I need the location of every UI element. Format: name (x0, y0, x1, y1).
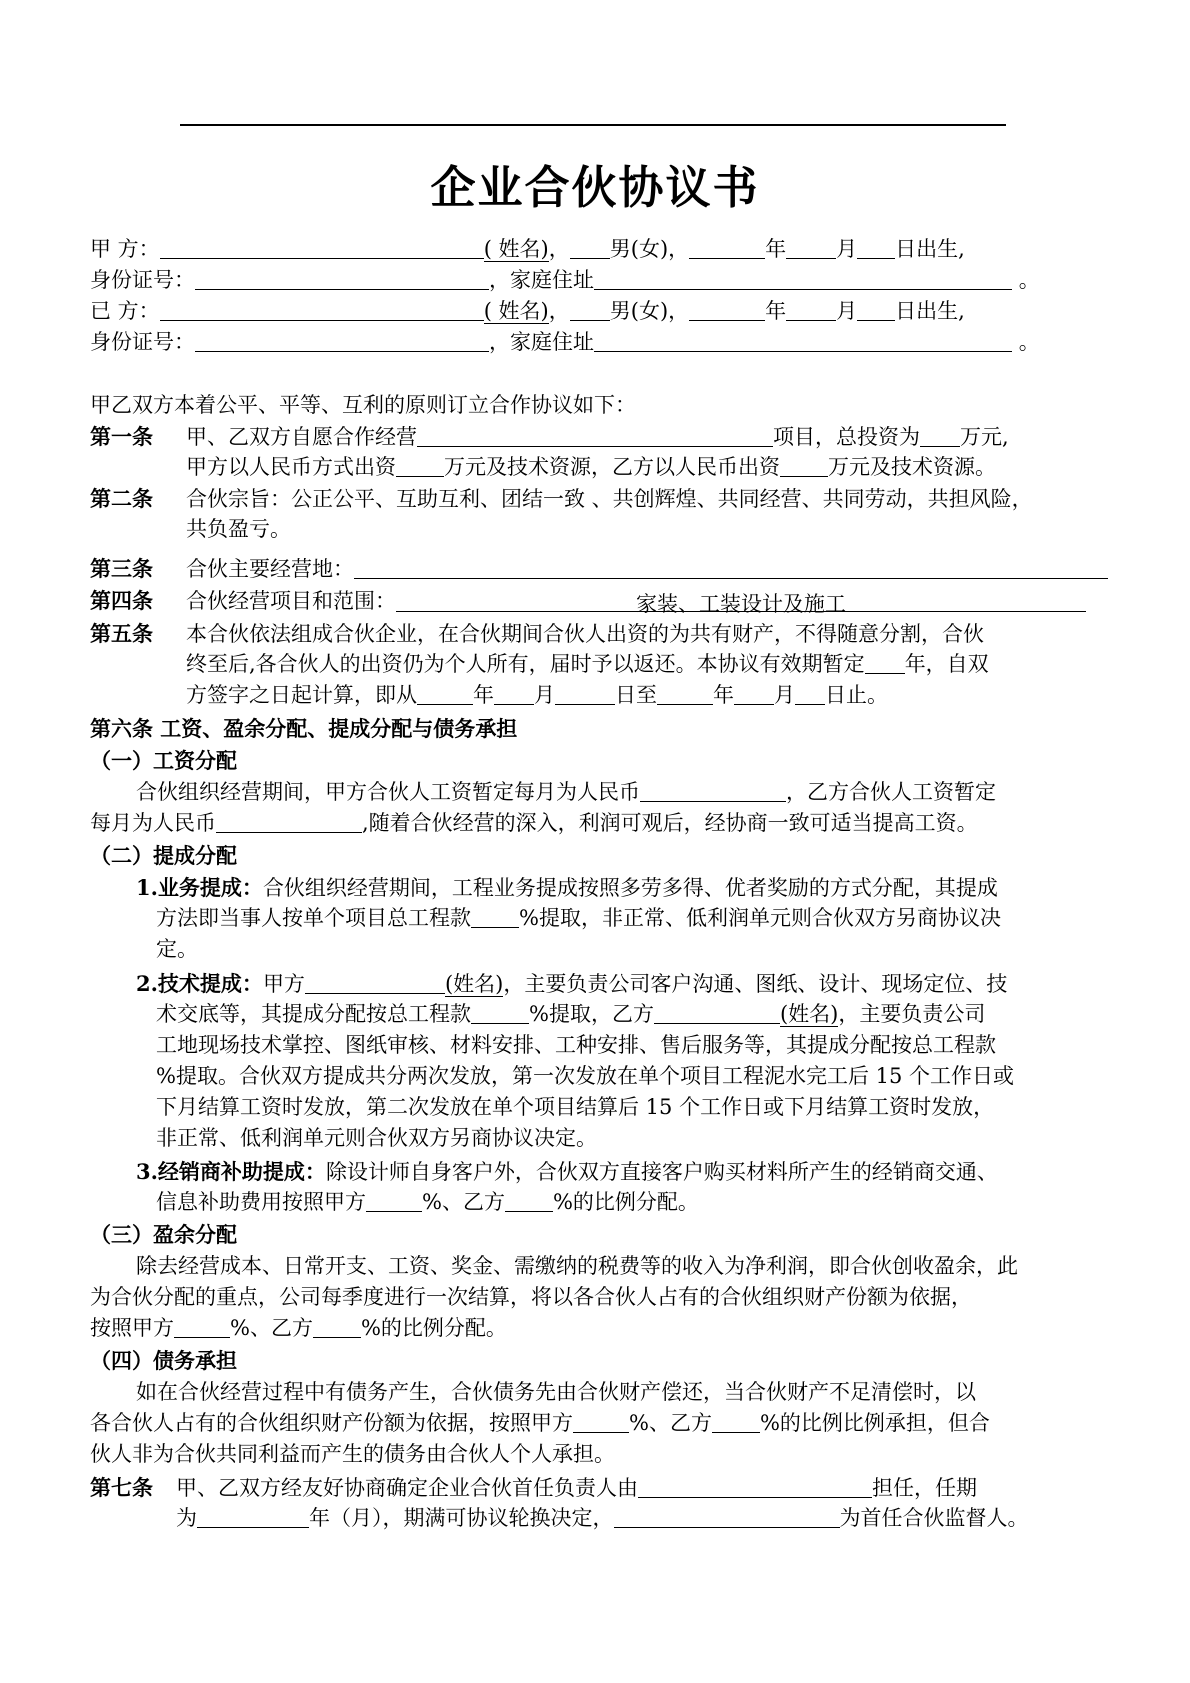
term-blank[interactable] (197, 1505, 309, 1528)
section-3-line-3 (90, 1313, 1110, 1344)
name-hint: ( 姓名) (483, 299, 549, 323)
business-commission-percent-blank[interactable] (471, 905, 519, 928)
party-a-label: 甲 方： (90, 237, 160, 261)
item-1-text: 方法即当事人按单个项目总工程款 (156, 906, 471, 930)
section-1-text: 合伙组织经营期间，甲方合伙人工资暂定每月为人民币 (136, 780, 640, 804)
article-7-line-2 (176, 1503, 1190, 1534)
party-b-address-blank[interactable] (594, 329, 1012, 352)
item-1-label: 1.业务提成： (136, 875, 263, 900)
section-4-text: 各合伙人占有的合伙组织财产份额为依据，按照甲方 (90, 1411, 573, 1435)
section-4-line-1: 如在合伙经营过程中有债务产生，合伙债务先由合伙财产偿还，当合伙财产不足清偿时，以 (136, 1380, 976, 1404)
section-3-text: 按照甲方 (90, 1316, 174, 1340)
party-b-id-blank[interactable] (195, 329, 489, 352)
item-1-text: 合伙组织经营期间，工程业务提成按照多劳多得、优者奖励的方式分配，其提成 (262, 876, 998, 900)
period: 。 (1018, 330, 1040, 354)
name-hint: ( 姓名) (483, 237, 549, 261)
section-3-text: %、乙方 (230, 1316, 313, 1340)
party-b-gender-blank[interactable] (570, 298, 610, 321)
article-1-text: 甲方以人民币方式出资 (186, 455, 396, 479)
month-label: 月 (836, 299, 858, 323)
article-5-text: 方签字之日起计算，即从 (186, 683, 417, 707)
article-1-text: 万元, (960, 425, 1009, 449)
article-1-label: 第一条 (90, 424, 153, 449)
party-b-month-blank[interactable] (786, 298, 836, 321)
item-3-line-2 (156, 1187, 1176, 1218)
item-2-line-1 (136, 968, 1156, 1000)
period: 。 (1018, 268, 1040, 292)
section-3-heading: （三）盈余分配 (90, 1222, 237, 1247)
party-a-id-line (90, 265, 1110, 296)
party-a-capital-blank[interactable] (396, 454, 444, 477)
first-supervisor-blank[interactable] (614, 1505, 840, 1528)
article-1-line-1 (90, 421, 1110, 453)
party-b-year-blank[interactable] (689, 298, 765, 321)
article-2-line-2: 共负盈亏。 (186, 517, 291, 541)
validity-years-blank[interactable] (865, 651, 905, 674)
dealer-party-b-percent-blank[interactable] (505, 1189, 553, 1212)
year-label: 年 (473, 683, 494, 707)
end-day-blank[interactable] (795, 682, 825, 705)
party-b-label: 已 方： (90, 299, 160, 323)
party-a-id-blank[interactable] (195, 267, 489, 290)
article-2-line-1 (90, 483, 1110, 515)
surplus-party-b-percent-blank[interactable] (313, 1315, 361, 1338)
article-1-text: 甲、乙双方自愿合作经营 (186, 425, 417, 449)
item-3-text: 信息补助费用按照甲方 (156, 1190, 366, 1214)
dealer-party-a-percent-blank[interactable] (366, 1189, 422, 1212)
name-hint: (姓名) (779, 1002, 839, 1026)
article-2-label: 第二条 (90, 486, 153, 511)
article-5-text: 年，自双 (904, 652, 989, 676)
item-3-text: %、乙方 (422, 1190, 505, 1214)
section-4-line-2 (90, 1408, 1110, 1439)
section-4-text: %的比例比例承担，但合 (759, 1411, 990, 1435)
section-1-line-2 (90, 808, 1110, 839)
item-3-label: 3.经销商补助提成： (136, 1159, 326, 1184)
item-1-text: %提取，非正常、低利润单元则合伙双方另商协议决 (519, 906, 1001, 930)
article-1-line-2 (186, 452, 1190, 483)
section-1-text: ，乙方合伙人工资暂定 (786, 780, 996, 804)
party-b-id-line (90, 327, 1110, 358)
end-year-blank[interactable] (657, 682, 713, 705)
item-1-line-2 (156, 903, 1176, 934)
item-2-text: 甲方 (262, 972, 305, 996)
article-2-text: 合伙宗旨：公正公平、互助互利、团结一致 、共创辉煌、共同经营、共同劳动，共担风险， (186, 487, 1033, 511)
document-title: 企业合伙协议书 (430, 161, 760, 214)
article-6-heading: 第六条 工资、盈余分配、提成分配与债务承担 (90, 716, 518, 741)
gender-label: 男(女) (609, 237, 669, 261)
party-a-line: 甲 方： ( 姓名)， 男(女)， 年 月 日出生, (90, 237, 965, 261)
section-4-heading: （四）债务承担 (90, 1348, 237, 1373)
section-4-line-3: 伙人非为合伙共同利益而产生的债务由合伙人个人承担。 (90, 1442, 615, 1466)
section-4-text: %、乙方 (629, 1411, 712, 1435)
party-b-name-blank[interactable] (160, 298, 484, 321)
article-5-line-3 (186, 680, 1190, 711)
article-5-line-2 (186, 649, 1190, 680)
project-blank[interactable] (417, 424, 773, 447)
party-b-capital-blank[interactable] (780, 454, 828, 477)
article-4-label: 第四条 (90, 588, 153, 613)
party-a-month-blank[interactable] (786, 236, 836, 259)
address-label: ，家庭住址 (489, 330, 594, 354)
article-7-text: 年（月），期满可协议轮换决定， (309, 1506, 614, 1530)
article-5-text: 终至后,各合伙人的出资仍为个人所有，届时予以返还。本协议有效期暂定 (186, 652, 865, 676)
article-7-text: 担任，任期 (872, 1476, 977, 1500)
start-day-blank[interactable] (555, 682, 615, 705)
month-label: 月 (534, 683, 555, 707)
article-7-text: 为 (176, 1506, 197, 1530)
header-rule (180, 124, 1006, 126)
tech-party-a-percent-blank[interactable] (471, 1001, 529, 1024)
article-5-text: 本合伙依法组成合伙企业，在合伙期间合伙人出资的为共有财产，不得随意分割，合伙 (186, 622, 984, 646)
id-label: 身份证号： (90, 268, 195, 292)
item-3-text: %的比例分配。 (552, 1190, 699, 1214)
article-3-text: 合伙主要经营地： (186, 557, 354, 581)
year-label: 年 (713, 683, 734, 707)
article-5-text: 日至 (615, 683, 657, 707)
section-3-line-2: 为合伙分配的重点，公司每季度进行一次结算，将以各合伙人占有的合伙组织财产份额为依据， (90, 1285, 972, 1309)
item-2-line-3: 工地现场技术掌控、图纸审核、材料安排、工种安排、售后服务等，其提成分配按总工程款 (156, 1033, 996, 1057)
section-3-text: %的比例分配。 (360, 1316, 507, 1340)
article-1-text: 万元及技术资源，乙方以人民币出资 (444, 455, 780, 479)
item-2-text: %提取，乙方 (529, 1002, 654, 1026)
party-a-year-blank[interactable] (689, 236, 765, 259)
start-month-blank[interactable] (494, 682, 534, 705)
born-label: 日出生, (895, 299, 965, 323)
section-1-text: 每月为人民币 (90, 811, 216, 835)
party-a-day-blank[interactable] (857, 236, 895, 259)
item-2-line-5: 下月结算工资时发放，第二次发放在单个项目结算后 15 个工作日或下月结算工资时发放， (156, 1095, 995, 1119)
debt-party-a-percent-blank[interactable] (573, 1410, 629, 1433)
item-3-text: 除设计师自身客户外，合伙双方直接客户购买材料所产生的经销商交通、 (325, 1160, 998, 1184)
item-1-line-1 (136, 872, 1156, 904)
article-1-text: 万元及技术资源。 (828, 455, 996, 479)
tech-party-b-name-blank[interactable] (654, 1001, 780, 1024)
end-month-blank[interactable] (734, 682, 774, 705)
first-manager-blank[interactable] (638, 1475, 872, 1498)
article-5-text: 日止。 (825, 683, 888, 707)
article-7-line-1 (90, 1472, 1110, 1504)
month-label: 月 (774, 683, 795, 707)
item-2-line-4: %提取。合伙双方提成共分两次发放，第一次发放在单个项目工程泥水完工后 15 个工作日或 (156, 1064, 1015, 1088)
party-b-line: 已 方： ( 姓名)， 男(女)， 年 月 日出生, (90, 299, 965, 323)
party-a-salary-blank[interactable] (640, 779, 786, 802)
article-4-text: 合伙经营项目和范围： (186, 589, 396, 613)
business-location-blank[interactable] (354, 556, 1108, 579)
tech-party-a-name-blank[interactable] (305, 971, 445, 994)
article-7-text: 甲、乙双方经友好协商确定企业合伙首任负责人由 (176, 1476, 638, 1500)
party-a-address-blank[interactable] (594, 267, 1012, 290)
article-3-label: 第三条 (90, 556, 153, 581)
section-1-heading: （一）工资分配 (90, 748, 237, 773)
id-label: 身份证号： (90, 330, 195, 354)
item-2-text: ，主要负责公司客户沟通、图纸、设计、现场定位、技 (503, 972, 1008, 996)
article-4-line (90, 585, 1110, 617)
item-1-line-3: 定。 (156, 937, 198, 961)
item-2-label: 2.技术提成： (136, 971, 263, 996)
section-1-line-1 (136, 777, 1156, 808)
total-investment-blank[interactable] (920, 424, 960, 447)
name-hint: (姓名) (444, 972, 504, 996)
business-scope-field[interactable] (396, 589, 1086, 616)
section-1-text: ,随着合伙经营的深入，利润可观后，经协商一致可适当提高工资。 (362, 811, 978, 835)
party-a-name-blank[interactable] (160, 236, 484, 259)
item-2-line-2 (156, 999, 1176, 1030)
party-b-day-blank[interactable] (857, 298, 895, 321)
article-7-label: 第七条 (90, 1475, 153, 1500)
article-1-text: 项目，总投资为 (773, 425, 920, 449)
address-label: ，家庭住址 (489, 268, 594, 292)
start-year-blank[interactable] (417, 682, 473, 705)
intro: 甲乙双方本着公平、平等、互利的原则订立合作协议如下： (90, 393, 636, 417)
item-2-line-6: 非正常、低利润单元则合伙双方另商协议决定。 (156, 1126, 597, 1150)
article-5-label: 第五条 (90, 621, 153, 646)
party-b-salary-blank[interactable] (216, 810, 362, 833)
month-label: 月 (836, 237, 858, 261)
item-2-text: 术交底等，其提成分配按总工程款 (156, 1002, 471, 1026)
surplus-party-a-percent-blank[interactable] (174, 1315, 230, 1338)
gender-label: 男(女) (609, 299, 669, 323)
article-7-text: 为首任合伙监督人。 (839, 1506, 1029, 1530)
section-2-heading: （二）提成分配 (90, 843, 237, 868)
debt-party-b-percent-blank[interactable] (712, 1410, 760, 1433)
party-a-gender-blank[interactable] (570, 236, 610, 259)
year-label: 年 (765, 237, 787, 261)
article-3-line (90, 553, 1110, 585)
section-3-line-1: 除去经营成本、日常开支、工资、奖金、需缴纳的税费等的收入为净利润，即合伙创收盈余，此 (136, 1254, 1018, 1278)
business-scope-value: 家装、工装设计及施工 (636, 592, 846, 616)
item-3-line-1 (136, 1156, 1156, 1188)
year-label: 年 (765, 299, 787, 323)
born-label: 日出生, (895, 237, 965, 261)
article-5-line-1 (90, 618, 1110, 650)
item-2-text: ，主要负责公司 (838, 1002, 986, 1026)
